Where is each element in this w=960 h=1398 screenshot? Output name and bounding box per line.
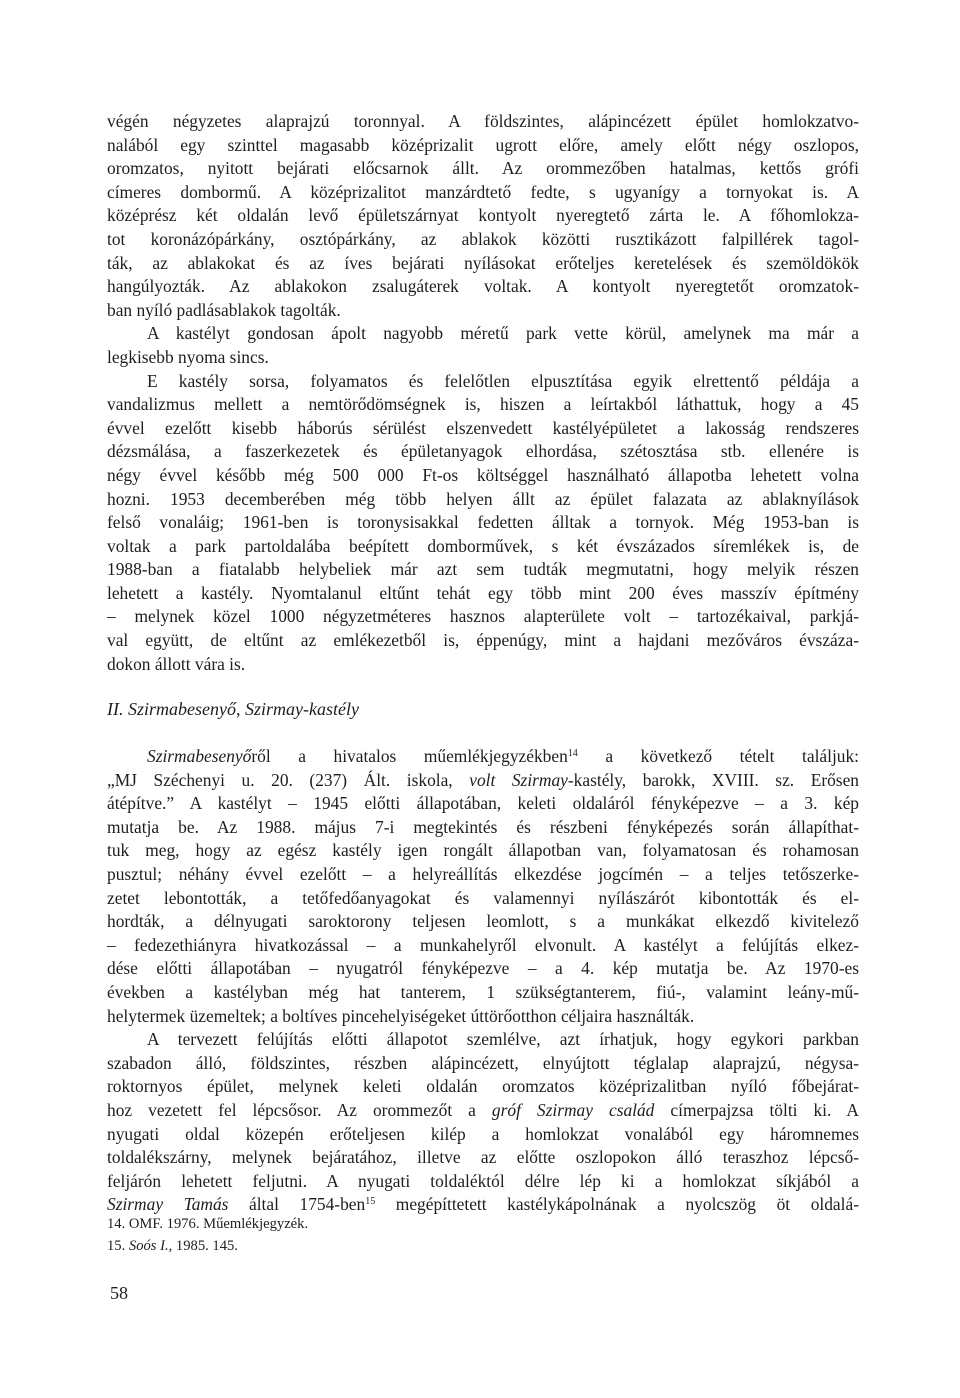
text-line: középrész két oldalán levő épületszárnyat kontyolt nyeregtető zárta le. A főhomlokza- [107, 205, 859, 226]
person-name: Szirmay Tamás [107, 1194, 229, 1215]
text-line: négy évvel később még 500 000 Ft-os költséggel használható állapotba lehetett volna [107, 464, 859, 485]
text-line: legkisebb nyoma sincs. [107, 346, 269, 367]
text-line: hangúlyozták. Az ablakokon zsalugáterek voltak. A kontyolt nyeregtetőt oromzatok- [107, 276, 859, 297]
text-line: roktornyos épület, melynek keleti oldalán oromzatos középrizalitban nyíló főbejárat- [107, 1076, 859, 1097]
text-line: lehetett a kastély. Nyomtalanul eltűnt tehát egy több mint 200 éves masszív építmény [107, 582, 859, 603]
text-line: dése előtti állapotában – nyugatról fényképezve – a 4. kép mutatja be. Az 1970-es [107, 958, 859, 979]
footnote-15 [107, 1235, 607, 1257]
text-line: vandalizmus mellett a nemtörődömségnek is, hiszen a leírtakból láthattuk, hogy a 45 [107, 394, 859, 415]
section2-text [107, 745, 859, 1217]
text-line: dézsmálása, a faszerkezetek és épületanyagok elhordása, szétosztása stb. ellenére is [107, 441, 859, 462]
text-run: , 1985. 145. [168, 1238, 238, 1254]
text-line: felső vonaláig; 1961-ben is toronysisakkal fedetten álltak a tornyok. Még 1953-ban is [107, 512, 859, 533]
text-line: feljárón lehetett feljutni. A nyugati toldaléktól délre lép ki a homlokzat síkjából a [107, 1170, 859, 1191]
text-line: E kastély sorsa, folyamatos és felelőtlen elpusztítása egyik elrettentő példája a [147, 370, 859, 391]
text-line: pusztul; néhány évvel ezelőtt – a helyreállítás elkezdése jogcímén – a teljes tetőszerke- [107, 863, 859, 884]
text-line: nalából egy szinttel magasabb középrizalit ugrott előre, amely előtt négy oszlopos, [107, 134, 859, 155]
text-line: végén négyzetes alaprajzú toronnyal. A földszintes, alápincézett épület homlokzatvo- [107, 111, 859, 131]
text-run-italic: Soós I. [128, 1238, 169, 1254]
footnotes [107, 1213, 607, 1257]
text-line: átépítve.” A kastélyt – 1945 előtti állapotában, keleti oldaláról fényképezve – a 3. kép [107, 793, 859, 814]
text-run-italic: volt Szirmay [469, 769, 568, 790]
section1-text [107, 110, 859, 676]
text-run: „MJ Széchenyi u. 20. (237) Ált. iskola, [107, 769, 470, 790]
text-line: hordták, a délnyugati saroktorony teljesen leomlott, s a munkákat elkezdő kivitelező [107, 911, 859, 932]
text-line: dokon állott vára is. [107, 653, 246, 674]
text-line: ban nyíló padlásablakok tagolták. [107, 299, 341, 320]
text-line [107, 745, 859, 769]
text-line [107, 1099, 859, 1123]
text-run: címerpajzsa tölti ki. A [654, 1099, 859, 1120]
text-line: tuk meg, hogy az egész kastély igen rongált állapotban van, folyamatosan és rohamosan [107, 840, 859, 861]
text-run: 15. [107, 1238, 129, 1254]
text-line: A tervezett felújítás előtti állapotot szemlélve, azt írhatjuk, hogy egykori parkban [147, 1029, 859, 1050]
text-run: megépíttetett kastélykápolnának a nyolcszög öt oldalá- [375, 1194, 859, 1215]
text-run-italic: gróf Szirmay család [491, 1099, 655, 1120]
text-line: ták, az ablakokat és az íves bejárati nyílásokat erőteljes keretelések és szemöldökök [107, 252, 859, 273]
text-line: – melynek közel 1000 négyzetméteres hasznos alapterülete volt – tartozékaival, parkjá- [107, 606, 859, 627]
text-line: tot koronázópárkány, osztópárkány, az ablakok közötti rusztikázott falpillérek tagol- [107, 228, 859, 249]
text-line: mutatja be. Az 1988. május 7-i megtekintés és részbeni fényképezés során állapíthat- [107, 816, 859, 837]
text-line: toldalékszárny, melynek bejáratához, illetve az előtte oszlopokon álló teraszhoz lépcső- [107, 1147, 859, 1168]
text-line: hozni. 1953 decemberében még több helyen állt az épület falazata az ablaknyílások [107, 488, 859, 509]
text-run: -kastély, barokk, XVIII. sz. Erősen [567, 769, 859, 790]
text-line: zetet lebontották, a tetőfedőanyagokat és valamennyi nyílászárót kibontották és el- [107, 887, 859, 908]
text-line: val együtt, de eltűnt az emlékezetből is, éppenúgy, mint a hajdani mezőváros évszáza- [107, 630, 859, 651]
text-run: ről a hivatalos műemlékjegyzékben [251, 746, 568, 766]
text-line: nyugati oldal közepén erőteljesen kilép a homlokzat vonalából egy háromnemes [107, 1123, 859, 1144]
text-line: szabadon álló, földszintes, részben alápincézett, elnyújtott téglalap alaprajzú, négysa- [107, 1052, 859, 1073]
footnote-14: 14. OMF. 1976. Műemlékjegyzék. [107, 1216, 309, 1232]
text-line: voltak a park partoldalába beépített domborművek, s két évszázados síremlékek is, de [107, 535, 859, 556]
footnote-ref: 15 [365, 1196, 376, 1208]
text-line: – fedezethiányra hivatkozással – a munkahelyről elvonult. A kastélyt a felújítás elkez- [107, 934, 859, 955]
text-line: A kastélyt gondosan ápolt nagyobb méretű park vette körül, amelynek ma már a [147, 323, 859, 344]
text-line [107, 769, 859, 793]
text-line: 1988-ban a fiatalabb helybeliek már azt sem tudták megmutatni, hogy melyik részen [107, 559, 859, 580]
text-line: címeres dombormű. A középrizalitot manzárdtető fedte, s ugyanígy a tornyokat is. A [107, 181, 859, 202]
text-run: hoz vezetett fel lépcsősor. Az orommezőt a [107, 1099, 492, 1120]
section-heading: II. Szirmabesenyő, Szirmay-kastély [107, 699, 359, 719]
text-line: években a kastélyban még hat tanterem, 1 szükségtanterem, fiú-, valamint leány-mű- [107, 981, 859, 1002]
text-run: által 1754-ben [228, 1194, 366, 1215]
footnote-ref: 14 [567, 748, 578, 759]
place-name: Szirmabesenyő [147, 746, 252, 766]
page-number: 58 [110, 1283, 128, 1303]
text-run: a következő tételt találjuk: [577, 746, 860, 766]
text-line: évvel ezelőtt kisebb háborús sérülést elszenvedett kastélyépületet a lakosság rendszeres [107, 417, 859, 438]
text-line: helytermek üzemeltek; a boltíves pincehelyiségeket úttörőotthon céljaira használták. [107, 1005, 695, 1026]
text-line: oromzatos, nyitott bejárati előcsarnok állt. Az orommezőben hatalmas, kettős grófi [107, 158, 859, 179]
